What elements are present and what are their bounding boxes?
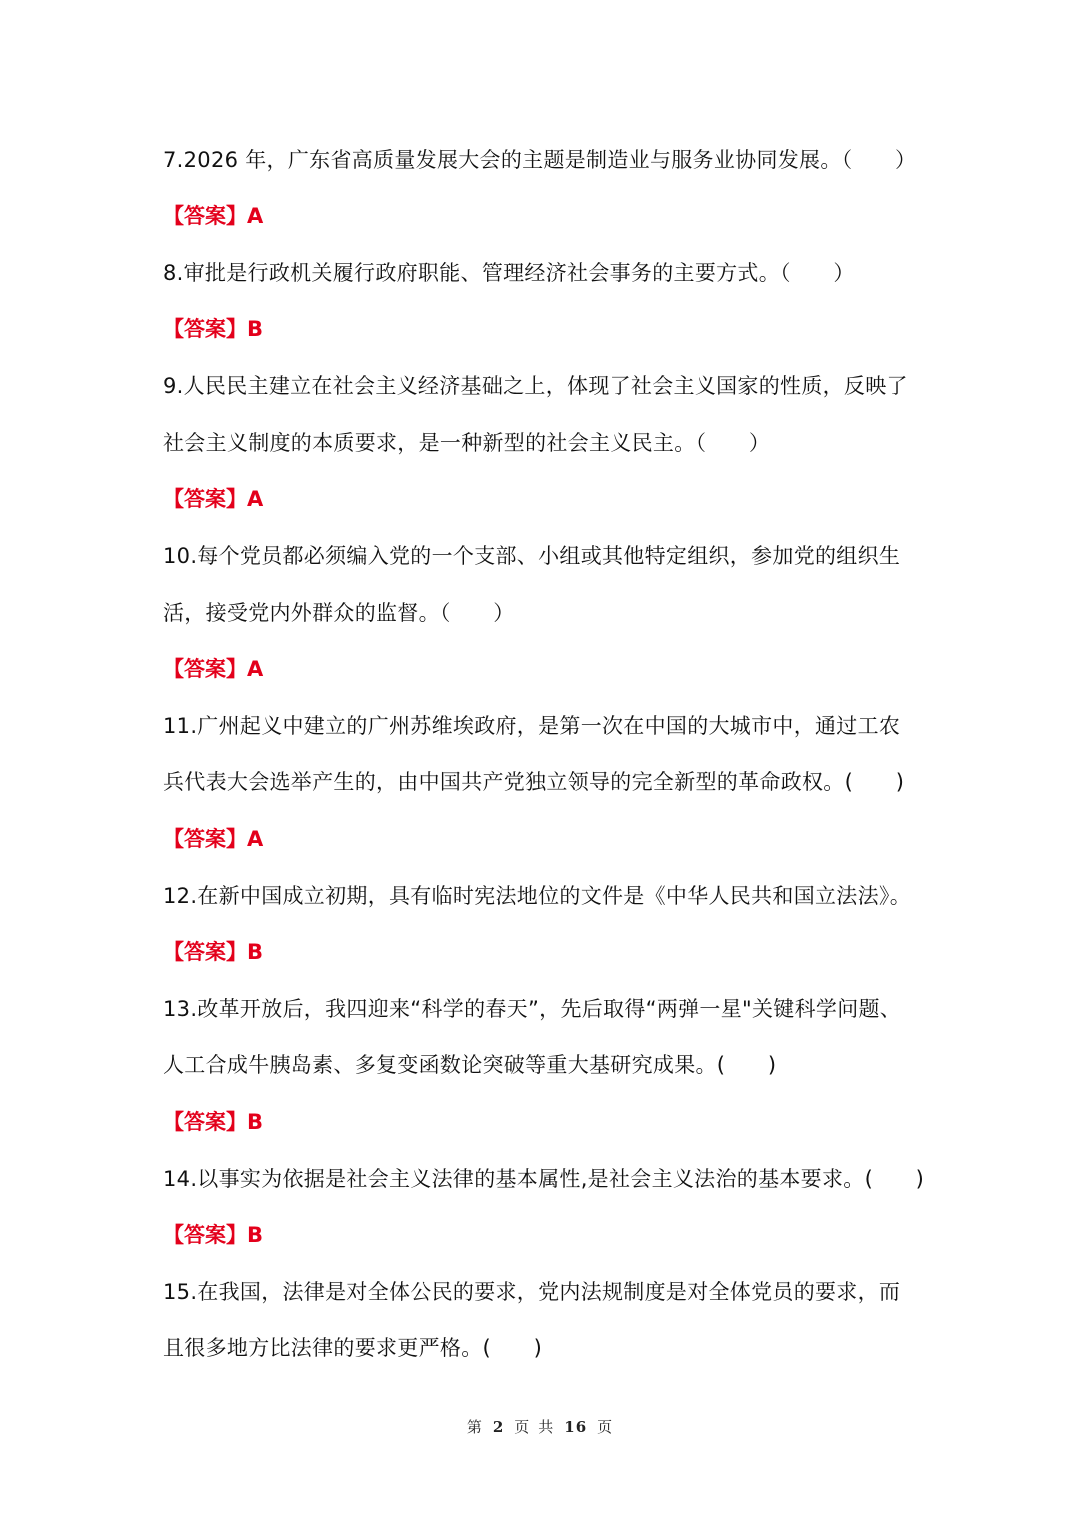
question-13-line-2: 人工合成牛胰岛素、多复变函数论突破等重大基研究成果。( ) xyxy=(163,1053,777,1077)
question-15-line-1: 15.在我国，法律是对全体公民的要求，党内法规制度是对全体党员的要求，而 xyxy=(163,1280,901,1304)
answer-12: 【答案】B xyxy=(163,940,264,964)
question-12-line-1: 12.在新中国成立初期，具有临时宪法地位的文件是《中华人民共和国立法法》。 xyxy=(163,884,911,908)
answer-10: 【答案】A xyxy=(163,657,264,681)
answer-8: 【答案】B xyxy=(163,317,264,341)
question-11-line-2: 兵代表大会选举产生的，由中国共产党独立领导的完全新型的革命政权。( ) xyxy=(163,770,905,794)
footer-page-word: 页 xyxy=(514,1418,531,1436)
question-8-line-1: 8.审批是行政机关履行政府职能、管理经济社会事务的主要方式。（ ） xyxy=(163,261,855,285)
answer-7: 【答案】A xyxy=(163,204,264,228)
footer-total-pages: 16 xyxy=(564,1418,588,1436)
footer-prefix: 第 xyxy=(466,1418,483,1436)
question-9-line-2: 社会主义制度的本质要求，是一种新型的社会主义民主。（ ） xyxy=(163,431,771,455)
question-15-line-2: 且很多地方比法律的要求更严格。( ) xyxy=(163,1336,543,1360)
question-10-line-2: 活，接受党内外群众的监督。（ ） xyxy=(163,601,515,625)
question-14-line-1: 14.以事实为依据是社会主义法律的基本属性,是社会主义法治的基本要求。( ) xyxy=(163,1167,925,1191)
question-7-line-1: 7.2026 年，广东省高质量发展大会的主题是制造业与服务业协同发展。（ ） xyxy=(163,148,917,172)
answer-14: 【答案】B xyxy=(163,1223,264,1247)
answer-13: 【答案】B xyxy=(163,1110,264,1134)
question-11-line-1: 11.广州起义中建立的广州苏维埃政府，是第一次在中国的大城市中，通过工农 xyxy=(163,714,901,738)
footer-total-word: 共 xyxy=(538,1418,555,1436)
footer-suffix: 页 xyxy=(597,1418,614,1436)
page-footer xyxy=(0,1416,1080,1437)
answer-9: 【答案】A xyxy=(163,487,264,511)
question-9-line-1: 9.人民民主建立在社会主义经济基础之上，体现了社会主义国家的性质，反映了 xyxy=(163,374,908,398)
question-13-line-1: 13.改革开放后，我四迎来“科学的春天”，先后取得“两弹一星"关键科学问题、 xyxy=(163,997,902,1021)
answer-11: 【答案】A xyxy=(163,827,264,851)
footer-current-page: 2 xyxy=(492,1418,505,1436)
question-10-line-1: 10.每个党员都必须编入党的一个支部、小组或其他特定组织，参加党的组织生 xyxy=(163,544,901,568)
